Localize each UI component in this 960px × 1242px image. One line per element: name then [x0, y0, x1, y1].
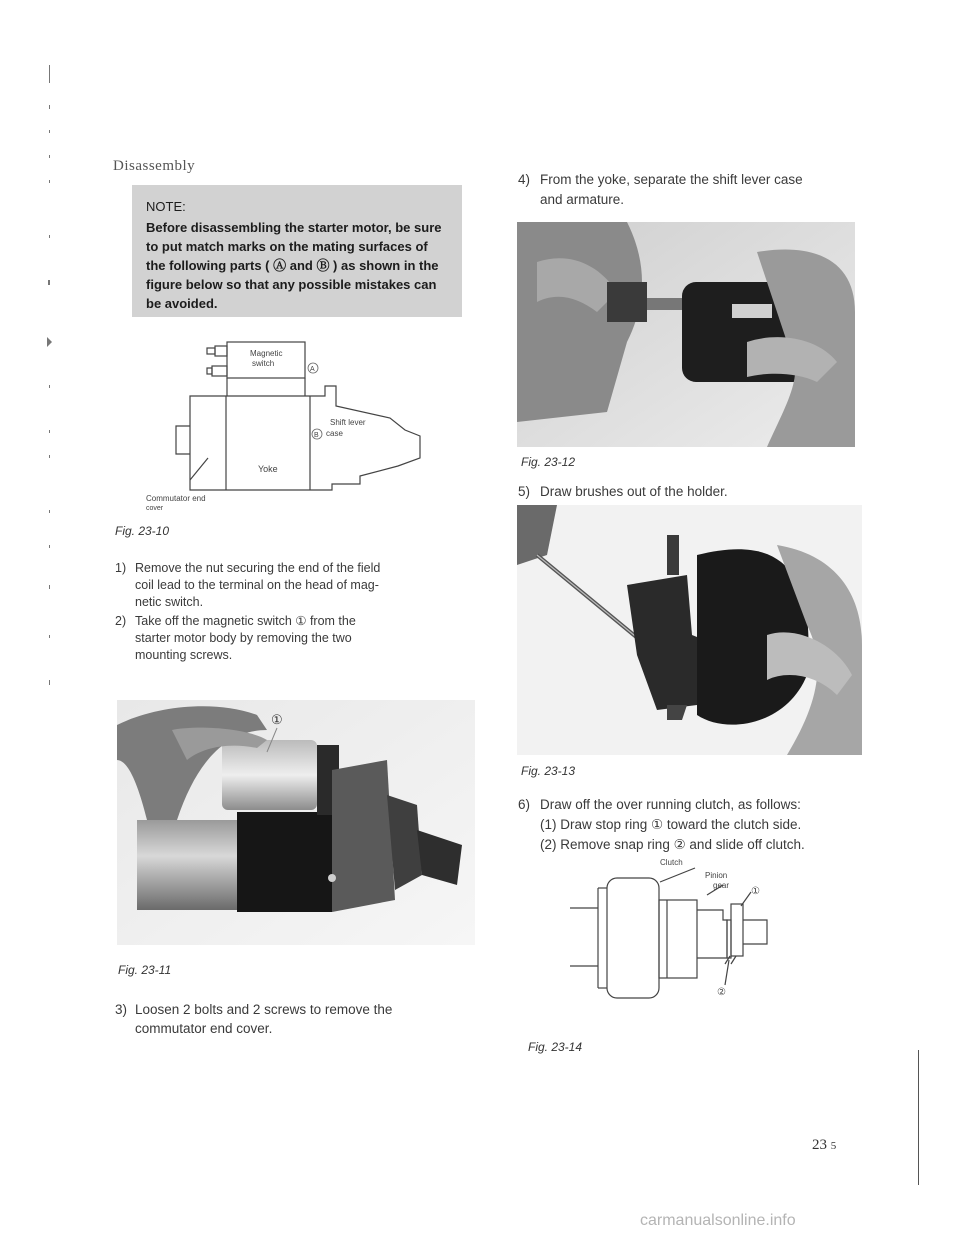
step-6-sub-2-text: Remove snap ring ② and slide off clutch. — [560, 837, 805, 852]
page-number-sub: 5 — [830, 1140, 837, 1152]
step-6-sub-1-text: Draw stop ring ① toward the clutch side. — [560, 817, 802, 832]
binding-marks — [40, 55, 60, 695]
step-3-num: 3) — [115, 1002, 128, 1017]
step-4-line-2: and armature. — [540, 192, 625, 207]
note-body: Before disassembling the starter motor, be sure to put match marks on the mating surfaces of the following parts ( Ⓐ and Ⓑ ) as shown in the figure below so that any possible mistakes can be avoided. — [146, 220, 442, 311]
caption-fig-23-14: Fig. 23-14 — [528, 1040, 583, 1054]
step-6-text: Draw off the over running clutch, as follows: — [540, 797, 801, 812]
photo-fig-23-11 — [117, 700, 475, 945]
note-title: NOTE: — [146, 199, 186, 214]
label-magnetic: Magnetic — [250, 349, 283, 358]
step-2-line-1: Take off the magnetic switch ① from the — [135, 614, 356, 628]
figure-23-10-diagram — [146, 330, 450, 512]
caption-fig-23-11: Fig. 23-11 — [118, 963, 172, 977]
page-number — [812, 1137, 836, 1154]
step-5-num: 5) — [518, 484, 531, 499]
callout-fig-23-11: ① — [271, 712, 283, 727]
step-2-line-2: starter motor body by removing the two — [135, 631, 352, 645]
photo-fig-23-12 — [517, 222, 855, 447]
step-1 — [115, 560, 475, 611]
label-clutch: Clutch — [660, 858, 683, 867]
page-edge-line — [918, 1050, 919, 1185]
label-ring-2: ② — [717, 987, 726, 998]
step-list-left — [115, 560, 475, 664]
step-6 — [518, 795, 918, 855]
step-1-line-1: Remove the nut securing the end of the field — [135, 561, 381, 575]
label-ring-1: ① — [751, 886, 760, 897]
label-gear: gear — [713, 881, 730, 890]
photo-fig-23-13 — [517, 505, 862, 755]
mark-a: A — [310, 366, 315, 373]
note-box — [132, 185, 462, 317]
step-2-line-3: mounting screws. — [135, 648, 233, 662]
step-1-line-3: netic switch. — [135, 595, 204, 609]
caption-fig-23-13: Fig. 23-13 — [521, 764, 576, 778]
step-4-num: 4) — [518, 172, 531, 187]
label-switch: switch — [252, 359, 275, 368]
caption-fig-23-12: Fig. 23-12 — [521, 455, 576, 469]
step-3-line-2: commutator end cover. — [135, 1021, 273, 1036]
mark-b: B — [314, 432, 319, 439]
page-number-main: 23 — [812, 1137, 827, 1153]
section-title: Disassembly — [113, 158, 196, 174]
step-4 — [518, 170, 918, 210]
step-5 — [518, 482, 918, 502]
step-4-line-1: From the yoke, separate the shift lever case — [540, 172, 803, 187]
step-6-num: 6) — [518, 797, 531, 812]
label-case: case — [326, 429, 343, 438]
figure-23-14-diagram — [555, 860, 815, 1020]
label-yoke: Yoke — [258, 464, 278, 474]
step-6-sub-2-num: (2) — [540, 837, 557, 852]
step-6-sub-2 — [518, 835, 918, 855]
caption-fig-23-10: Fig. 23-10 — [115, 524, 170, 538]
step-6-sub-1-num: (1) — [540, 817, 557, 832]
label-shift-lever: Shift lever — [330, 418, 366, 427]
step-1-num: 1) — [115, 561, 127, 575]
label-pinion: Pinion — [705, 871, 728, 880]
label-cover: cover — [146, 505, 164, 512]
step-5-line-1: Draw brushes out of the holder. — [540, 484, 728, 499]
step-2-num: 2) — [115, 614, 127, 628]
step-6-sub-1 — [518, 815, 918, 835]
step-3-line-1: Loosen 2 bolts and 2 screws to remove the — [135, 1002, 393, 1017]
step-1-line-2: coil lead to the terminal on the head of mag- — [135, 578, 379, 592]
step-3 — [115, 1000, 485, 1038]
label-commutator: Commutator end — [146, 494, 206, 503]
step-2 — [115, 613, 475, 664]
watermark: carmanualsonline.info — [640, 1212, 796, 1229]
